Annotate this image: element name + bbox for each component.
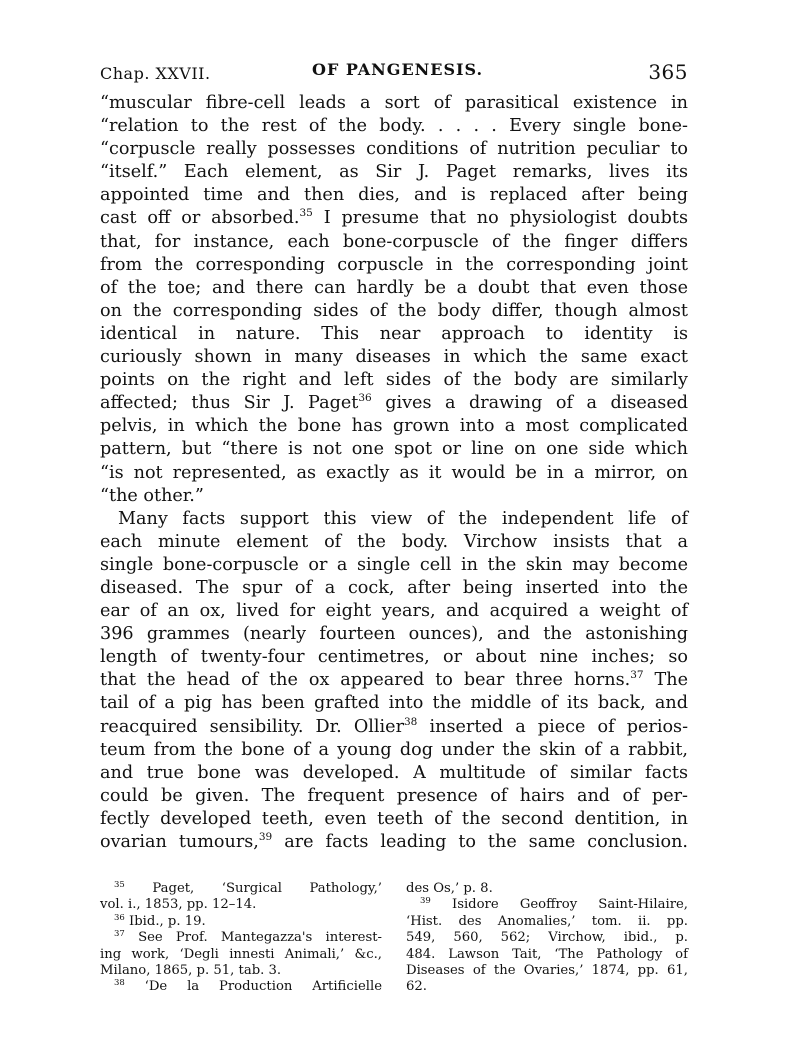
text-line [100, 716, 688, 739]
text-line: “is not represented, as exactly as it would be in a mirror, on [100, 462, 688, 483]
paragraph-2 [100, 508, 688, 854]
footnote-38 [100, 979, 382, 995]
footnote-line: Milano, 1865, p. 51, tab. 3. [100, 963, 282, 979]
footnote-39 [406, 897, 688, 913]
footnote-marker-37: 37 [114, 929, 125, 940]
text-line: on the corresponding sides of the body differ, though almost [100, 300, 688, 321]
text-line: tail of a pig has been grafted into the middle of its back, and [100, 693, 688, 714]
footnote-text: Isidore Geoffroy Saint-Hilaire, [451, 897, 688, 913]
footnote-35 [100, 881, 382, 897]
paragraph-1 [100, 92, 688, 508]
footnote-marker-38: 38 [114, 978, 125, 989]
text-segment: are facts leading to the same conclusion. [284, 832, 689, 852]
main-text [100, 92, 688, 854]
text-line [100, 392, 688, 415]
text-segment: inserted a piece of perios- [429, 716, 689, 737]
footnote-ref-38: 38 [404, 715, 418, 728]
text-line: fectly developed teeth, even teeth of the second dentition, in [100, 808, 688, 829]
text-line: points on the right and left sides of the body are similarly [100, 370, 688, 391]
book-page [100, 56, 689, 995]
text-segment: reacquired sensibility. Dr. Ollier [100, 716, 404, 737]
text-line: that, for instance, each bone-corpuscle of the finger differs [100, 231, 688, 252]
footnote-line: ing work, ‘Degli innesti Animali,’ &c., [100, 946, 382, 962]
text-line: from the corresponding corpuscle in the corresponding joint [100, 254, 688, 275]
text-segment: that the head of the ox appeared to bear three horns. [100, 670, 631, 691]
footnote-text: Paget, ‘Surgical Pathology,’ [152, 881, 382, 896]
text-segment: affected; thus Sir J. Paget [100, 393, 359, 414]
chapter-label: Chap. XXVII. [100, 64, 211, 83]
footnote-text: See Prof. Mantegazza's interest- [138, 930, 382, 946]
text-segment: gives a drawing of a diseased [385, 393, 688, 414]
text-segment: I presume that no physiologist doubts [323, 208, 688, 229]
footnote-line: ‘Hist. des Anomalies,’ tom. ii. pp. [406, 913, 688, 929]
footnote-37 [100, 930, 382, 946]
running-header [100, 56, 688, 92]
text-line: “muscular fibre-cell leads a sort of parasitical existence in [100, 93, 688, 113]
text-segment: The [654, 670, 688, 691]
text-segment: cast off or absorbed. [100, 208, 300, 229]
footnote-line: 484. Lawson Tait, ‘The Pathology of [406, 946, 688, 962]
footnote-line: des Os,’ p. 8. [406, 881, 493, 896]
text-line: ear of an ox, lived for eight years, and acquired a weight of [100, 601, 688, 622]
footnote-ref-37: 37 [630, 669, 644, 682]
text-line: pelvis, in which the bone has grown into a most complicated [100, 416, 688, 437]
text-line: diseased. The spur of a cock, after being inserted into the [100, 577, 688, 598]
footnote-line: 62. [406, 979, 427, 995]
footnote-line: 549, 560, 562; Virchow, ibid., p. [406, 930, 688, 946]
footnote-text: ‘De la Production Artificielle [144, 979, 382, 995]
footnote-line: Diseases of the Ovaries,’ 1874, pp. 61, [406, 963, 688, 979]
text-line: “corpuscle really possesses conditions of nutrition peculiar to [100, 139, 688, 160]
text-line: pattern, but “there is not one spot or line on one side which [100, 439, 688, 460]
text-segment: ovarian tumours, [100, 832, 259, 852]
footnote-text: Ibid., p. 19. [129, 913, 206, 929]
footnote-36 [100, 914, 382, 930]
text-line: length of twenty-four centimetres, or about nine inches; so [100, 647, 688, 668]
footnote-marker-36: 36 [114, 912, 125, 923]
footnote-marker-35: 35 [114, 880, 125, 890]
text-line: could be given. The frequent presence of hairs and of per- [100, 785, 688, 806]
footnote-ref-39: 39 [258, 831, 273, 843]
text-line: of the toe; and there can hardly be a doubt that even those [100, 277, 688, 298]
text-line: identical in nature. This near approach to identity is [100, 323, 688, 344]
text-line: “the other.” [100, 485, 204, 506]
text-line: each minute element of the body. Virchow insists that a [100, 531, 688, 552]
text-line: curiously shown in many diseases in which the same exact [100, 347, 688, 368]
footnote-ref-35: 35 [299, 207, 313, 220]
text-line: “itself.” Each element, as Sir J. Paget remarks, lives its [100, 162, 688, 183]
text-line: Many facts support this view of the independent life of [118, 508, 688, 529]
text-line: and true bone was developed. A multitude of similar facts [100, 762, 688, 783]
footnote-ref-36: 36 [358, 392, 372, 405]
text-line: 396 grammes (nearly fourteen ounces), and the astonishing [100, 624, 688, 645]
text-line: teum from the bone of a young dog under the skin of a rabbit, [100, 739, 688, 760]
text-line: single bone-corpuscle or a single cell in the skin may become [100, 554, 688, 575]
footnotes-right-column [406, 881, 688, 996]
text-line [100, 669, 688, 692]
page-number: 365 [648, 60, 688, 84]
text-line [100, 831, 688, 854]
footnotes-left-column [100, 881, 382, 996]
text-line: appointed time and then dies, and is replaced after being [100, 185, 688, 206]
text-line: “relation to the rest of the body. . . . . Every single bone- [100, 116, 688, 137]
footnote-line: vol. i., 1853, pp. 12–14. [100, 897, 257, 913]
running-title: OF PANGENESIS. [312, 60, 484, 79]
text-line [100, 207, 688, 230]
footnote-marker-39: 39 [420, 896, 431, 907]
